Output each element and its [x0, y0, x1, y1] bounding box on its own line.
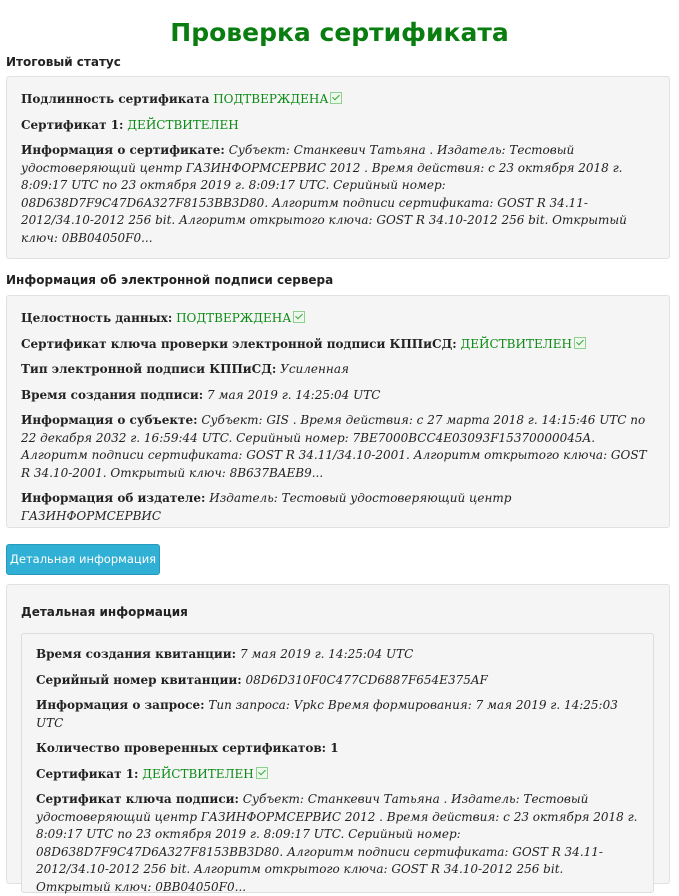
details-section-title: Детальная информация [21, 605, 188, 619]
summary-section-title: Итоговый статус [6, 55, 121, 69]
integrity-row [21, 310, 655, 328]
cert1-label: Сертификат 1: [21, 117, 124, 132]
cert1-status: ДЕЙСТВИТЕЛЕН [127, 117, 239, 132]
cert1-row [21, 117, 655, 135]
subject-info-row [21, 412, 655, 482]
subject-info-value: Субъект: GIS . Время действия: с 27 марта 2018 г. 14:15:46 UTC по 22 декабря 2032 г. 16:59:44 UTC. Серийный номер: 7BE7000BCC4E03093F15370000045A. Алгоритм подписи сертификата: GOST R 34.11/34.10-2001. Алгоритм открытого ключа: GOST R 34.10-2001. Открытый ключ: 8B637BAEB9... [21, 413, 647, 480]
sig-cert-value: Субъект: Станкевич Татьяна . Издатель: Тестовый удостоверяющий центр ГАЗИНФОРМСЕРВИС 2012 . Время действия: с 23 октября 2018 г. 8:09:17 UTC по 23 октября 2019 г. 8:09:17 UTC. Серийный номер: 08D638D7F9C47D6A327F8153BB3D80. Алгоритм подписи сертификата: GOST R 34.11-2012/34.10-2012 256 bit. Алгоритм открытого ключа: GOST R 34.10-2012 256 bit. Открытый ключ: 0BB04050F0... [36, 792, 638, 894]
receipt-serial-row [36, 672, 639, 690]
kppisd-cert-label: Сертификат ключа проверки электронной подписи КППиСД: [21, 336, 457, 351]
check-icon [293, 311, 305, 323]
authenticity-row [21, 91, 655, 109]
kppisd-cert-row [21, 336, 655, 354]
sig-created-value: 7 мая 2019 г. 14:25:04 UTC [207, 387, 381, 402]
issuer-info-value: Издатель: Тестовый удостоверяющий центр ГАЗИНФОРМСЕРВИС [21, 491, 512, 523]
receipt-serial-label: Серийный номер квитанции: [36, 672, 242, 687]
check-icon [330, 92, 342, 104]
issuer-info-label: Информация об издателе: [21, 491, 206, 505]
receipt-time-value: 7 мая 2019 г. 14:25:04 UTC [239, 647, 414, 661]
server-signature-section-title: Информация об электронной подписи сервера [6, 273, 334, 287]
subject-info-label: Информация о субъекте: [21, 413, 198, 427]
cert-info-label: Информация о сертификате: [21, 143, 225, 157]
checked-count-row [36, 740, 639, 758]
page-title: Проверка сертификата [170, 18, 509, 47]
check-icon [256, 767, 268, 779]
receipt-time-row [36, 646, 639, 664]
sig-created-row [21, 387, 655, 405]
sig-cert-row [36, 791, 639, 896]
authenticity-label: Подлинность сертификата [21, 92, 210, 106]
cert-info-value: Субъект: Станкевич Татьяна . Издатель: Тестовый удостоверяющий центр ГАЗИНФОРМСЕРВИС 2012 . Время действия: с 23 октября 2018 г. 8:09:17 UTC по 23 октября 2019 г. 8:09:17 UTC. Серийный номер: 08D638D7F9C47D6A327F8153BB3D80. Алгоритм подписи сертификата: GOST R 34.11-2012/34.10-2012 256 bit. Алгоритм открытого ключа: GOST R 34.10-2012 256 bit. Открытый ключ: 0BB04050F0... [21, 143, 627, 245]
integrity-label: Целостность данных: [21, 311, 173, 325]
check-icon [574, 337, 586, 349]
receipt-serial-value: 08D6D310F0C477CD6887F654E375AF [245, 672, 488, 687]
sig-type-value: Усиленная [280, 362, 349, 376]
details-inner-panel [21, 633, 654, 893]
details-cert1-status: ДЕЙСТВИТЕЛЕН [142, 766, 254, 781]
sig-cert-label: Сертификат ключа подписи: [36, 792, 239, 806]
integrity-status: ПОДТВЕРЖДЕНА [176, 311, 292, 325]
authenticity-status: ПОДТВЕРЖДЕНА [213, 92, 329, 106]
request-info-label: Информация о запросе: [36, 698, 205, 712]
request-info-value: Тип запроса: Vpkc Время формирования: 7 мая 2019 г. 14:25:03 UTC [36, 698, 618, 730]
server-signature-panel [6, 295, 670, 528]
details-panel [6, 584, 670, 894]
sig-type-label: Тип электронной подписи КППиСД: [21, 362, 277, 376]
issuer-info-row [21, 490, 655, 525]
sig-type-row [21, 361, 655, 379]
details-cert1-row [36, 766, 639, 784]
checked-count-label: Количество проверенных сертификатов: 1 [36, 741, 339, 755]
request-info-row [36, 697, 639, 732]
details-button[interactable]: Детальная информация [6, 544, 160, 575]
receipt-time-label: Время создания квитанции: [36, 647, 237, 661]
summary-panel [6, 76, 670, 259]
details-cert1-label: Сертификат 1: [36, 766, 139, 781]
kppisd-cert-status: ДЕЙСТВИТЕЛЕН [460, 336, 572, 351]
cert-info-row [21, 142, 655, 247]
sig-created-label: Время создания подписи: [21, 387, 204, 402]
